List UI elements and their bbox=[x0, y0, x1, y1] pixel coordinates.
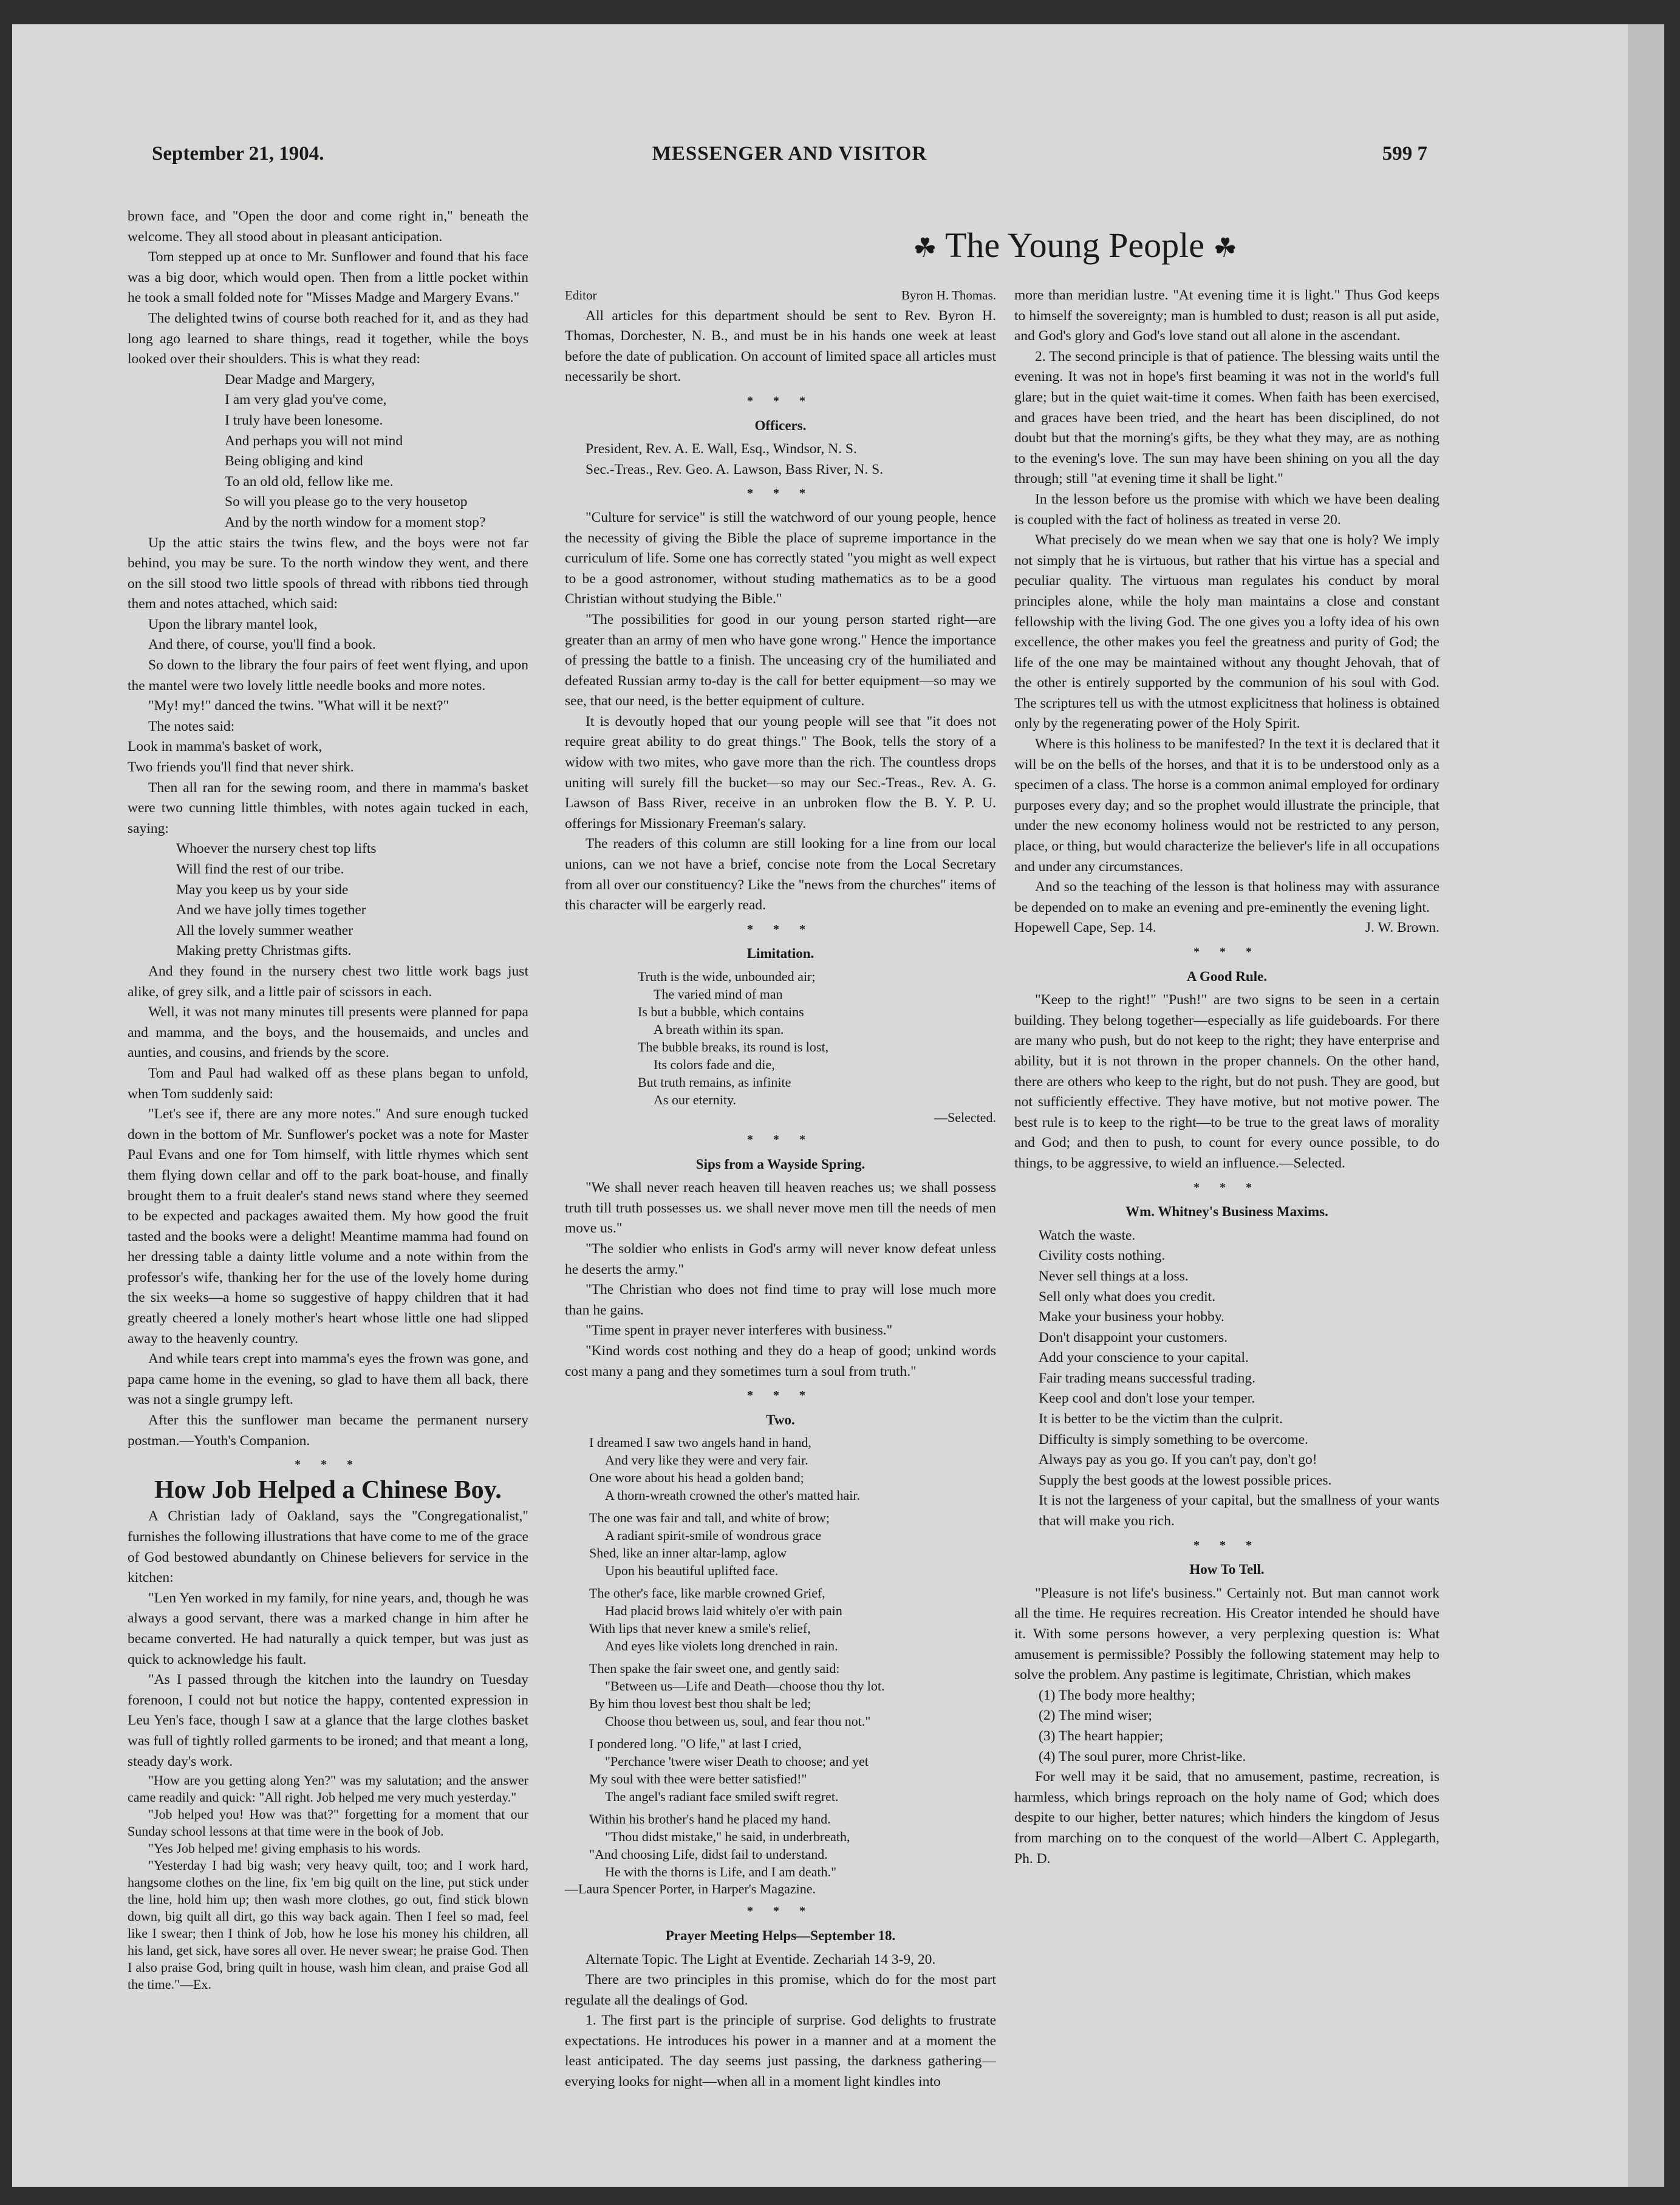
poem-line: As our eternity. bbox=[654, 1092, 737, 1107]
article-paragraph: 2. The second principle is that of patience. The blessing waits until the evening. It was not in hope's first beaming it was not in the world's full glare; but in the quiet wait-time it comes. When faith has been exercised, and graces have been tried, and the heart has been disciplined, do not doubt but that the morning's gifts, be they what they may, are as nothing to the evening's love. The sun may have been shining on you all the day through; still "at evening time it shall be light." bbox=[1014, 348, 1439, 487]
article-paragraph: "Job helped you! How was that?" forgetting for a moment that our Sunday school lessons at that time were in the book of Job. bbox=[128, 1807, 528, 1839]
editor-name: Byron H. Thomas. bbox=[901, 288, 996, 303]
criteria-list bbox=[1014, 1686, 1439, 1767]
rhyme-line: Being obliging and kind bbox=[225, 453, 363, 470]
article-title: How Job Helped a Chinese Boy. bbox=[154, 1475, 502, 1504]
poem-line: Shed, like an inner altar-lamp, aglow bbox=[589, 1545, 787, 1561]
article-paragraph: "Yes Job helped me! giving emphasis to his words. bbox=[148, 1841, 421, 1856]
page-number: 599 7 bbox=[1382, 143, 1427, 165]
section-heading bbox=[802, 225, 1348, 265]
rhyme-line: Upon the library mantel look, bbox=[148, 616, 318, 632]
maxim-item: Difficulty is simply something to be overcome. bbox=[1039, 1431, 1309, 1448]
poem-line: Then spake the fair sweet one, and gently said: bbox=[589, 1661, 840, 1677]
rhyme-line: May you keep us by your side bbox=[176, 881, 349, 898]
issue-date: September 21, 1904. bbox=[152, 143, 324, 165]
officers-heading: Officers. bbox=[754, 417, 807, 433]
article-paragraph: "We shall never reach heaven till heaven reaches us; we shall possess truth till truth possesses us. we shall never move men till the needs of men move us." bbox=[565, 1180, 996, 1237]
officer-line: President, Rev. A. E. Wall, Esq., Windsor, N. S. bbox=[586, 441, 857, 457]
rhyme-line: Will find the rest of our tribe. bbox=[176, 861, 344, 877]
story-paragraph: And while tears crept into mamma's eyes the frown was gone, and papa came home in the evening, so glad to have them all back, there was not a single grumpy left. bbox=[128, 1351, 528, 1408]
maxim-item: Keep cool and don't lose your temper. bbox=[1039, 1390, 1255, 1407]
signature-line bbox=[1014, 918, 1439, 938]
poem-line: But truth remains, as infinite bbox=[638, 1075, 791, 1090]
article-paragraph: Where is this holiness to be manifested? In the text it is declared that it will be on the bells of the horses, and that it is to be understood only as a specimen of a class. The horse is a common animal employed for ordinary purposes every day; and so the prophet would illustrate the principle, that under the new economy holiness would not be restricted to any person, place, or thing, but would characterize the believer's life in all occupations and under any circumstances. bbox=[1014, 736, 1439, 875]
poem-line: "Thou didst mistake," he said, in underbreath, bbox=[605, 1829, 850, 1845]
prayer-heading: Prayer Meeting Helps—September 18. bbox=[665, 1927, 896, 1943]
story-paragraph: After this the sunflower man became the permanent nursery postman.—Youth's Companion. bbox=[128, 1412, 528, 1449]
limitation-heading: Limitation. bbox=[746, 946, 814, 962]
story-paragraph: So down to the library the four pairs of feet went flying, and upon the mantel were two lovely little needle books and more notes. bbox=[128, 657, 528, 694]
story-paragraph: "My! my!" danced the twins. "What will it be next?" bbox=[148, 698, 449, 714]
story-paragraph: Tom and Paul had walked off as these plans began to unfold, when Tom suddenly said: bbox=[128, 1065, 528, 1102]
rhyme-line: So will you please go to the very housetop bbox=[225, 494, 468, 510]
editor-label: Editor bbox=[565, 288, 597, 303]
rhyme-line: And by the north window for a moment stop? bbox=[225, 514, 486, 530]
article-paragraph: "The soldier who enlists in God's army will never know defeat unless he deserts the army." bbox=[565, 1240, 996, 1277]
poem-line: With lips that never knew a smile's relief, bbox=[589, 1621, 811, 1636]
column-right bbox=[1014, 285, 1439, 1869]
article-paragraph: more than meridian lustre. "At evening time it is light." Thus God keeps to himself the sovereignty; man is humbled to dust; reason is all put aside, and God's glory and God's love stand out all alone in the ascendant. bbox=[1014, 287, 1439, 344]
article-paragraph: "As I passed through the kitchen into the laundry on Tuesday forenoon, I could not but notice the happy, contented expression in Leu Yen's face, though I saw at a glance that the large clothes basket was full of tightly rolled garments to be ironed; and that meant a long, steady day's work. bbox=[128, 1672, 528, 1769]
maxim-item: It is better to be the victim than the culprit. bbox=[1039, 1411, 1283, 1427]
editor-line bbox=[565, 285, 996, 306]
poem-line: Is but a bubble, which contains bbox=[638, 1004, 804, 1019]
poem-line: The one was fair and tall, and white of brow; bbox=[589, 1510, 830, 1526]
article-paragraph: "Yesterday I had big wash; very heavy quilt, too; and I work hard, hangsome clothes on the line, fix 'em big quilt on the line, put stick under the line, hold him up; then wash more clothes, go out, find stick blown down, big quilt all dirt, go this way back again. Then I feel so mad, feel like I swear; then I think of Job, how he lose his money his children, all his land, get sick, have sores all over. He never swear; he praise God. Then I also praise God, bring quilt in house, wash him clean, and praise God all the time."—Ex. bbox=[128, 1858, 528, 1992]
poem-line: Choose thou between us, soul, and fear thou not." bbox=[605, 1714, 871, 1729]
article-paragraph: For well may it be said, that no amusement, pastime, recreation, is harmless, which brings reproach on the holy name of God; which does despite to our higher, better natures; which hinders the kingdom of Jesus from marching on to the conquest of the world—Albert C. Applegarth, Ph. D. bbox=[1014, 1769, 1439, 1867]
poem-line: And very like they were and very fair. bbox=[605, 1452, 808, 1468]
good-rule-heading: A Good Rule. bbox=[1186, 968, 1268, 984]
rhyme-line: Look in mamma's basket of work, bbox=[128, 739, 323, 755]
maxim-item: Fair trading means successful trading. bbox=[1039, 1370, 1255, 1386]
poem-line: The angel's radiant face smiled swift regret. bbox=[605, 1789, 839, 1805]
how-to-tell-heading: How To Tell. bbox=[1189, 1562, 1265, 1578]
poem-line: I dreamed I saw two angels hand in hand, bbox=[589, 1435, 811, 1451]
article-paragraph: "Pleasure is not life's business." Certainly not. But man cannot work all the time. He requires recreation. His Creator intended he should have it. With some persons however, a very perplexing question is: What amusement is permissible? Possibly the following statement may help to solve the problem. Any pastime is legitimate, Christian, which makes bbox=[1014, 1585, 1439, 1683]
clover-left-icon: ☘ bbox=[913, 233, 937, 263]
article-paragraph: Alternate Topic. The Light at Eventide. Zechariah 14 3-9, 20. bbox=[586, 1951, 936, 1967]
note-rhyme bbox=[176, 839, 528, 962]
poem-line: By him thou lovest best thou shalt be led; bbox=[589, 1696, 811, 1712]
column-middle bbox=[565, 285, 996, 2093]
section-divider: * * * bbox=[1193, 1180, 1260, 1194]
poem-line: And eyes like violets long drenched in rain. bbox=[605, 1638, 838, 1654]
note-rhyme bbox=[225, 370, 528, 533]
poem-line: My soul with thee were better satisfied!" bbox=[589, 1771, 807, 1787]
article-paragraph: "Time spent in prayer never interferes with business." bbox=[586, 1322, 893, 1339]
two-poem bbox=[589, 1434, 996, 1881]
story-paragraph: Up the attic stairs the twins flew, and the boys were not far behind, you may be sure. To the north window they went, and there on the sill stood two little spools of thread with ribbons tied through them and notes attached, which said: bbox=[128, 535, 528, 612]
poem-line: The other's face, like marble crowned Grief, bbox=[589, 1585, 825, 1601]
rhyme-line: I am very glad you've come, bbox=[225, 392, 387, 408]
poem-credit: —Selected. bbox=[934, 1110, 996, 1125]
poem-line: "Between us—Life and Death—choose thou thy lot. bbox=[605, 1678, 885, 1694]
rhyme-line: Dear Madge and Margery, bbox=[225, 371, 375, 388]
stanza-break bbox=[589, 1504, 996, 1509]
article-paragraph: "The possibilities for good in our young person started right—are greater than an army of men who have gone wrong." Hence the importance of pressing the battle to a finish. The unceasing cry of the humiliated and defeated Russian army to-day is the call for better equipment—so may we see, that our need, is the better equipment of culture. bbox=[565, 611, 996, 709]
two-heading: Two. bbox=[766, 1412, 795, 1427]
poem-line: "Perchance 'twere wiser Death to choose; and yet bbox=[605, 1754, 869, 1769]
article-paragraph: "Keep to the right!" "Push!" are two signs to be seen in a certain building. They belong together—especially as life guideboards. For there are many who push, but do not keep to the right; they have enterprise and ability, but it is not thrown in the proper channels. On the other hand, there are others who keep to the right, but do not push. They are good, but not sufficiently effective. They have motive, but not motive power. The best rule is to keep to the right—to be true to the great laws of morality and God; and then to push, to count for every ounce possible, to do things, to be aggressive, to wield an influence.—Selected. bbox=[1014, 992, 1439, 1171]
story-paragraph: Then all ran for the sewing room, and there in mamma's basket were two cunning little thimbles, with notes again tucked in each, saying: bbox=[128, 779, 528, 836]
article-paragraph: It is devoutly hoped that our young people will see that "it does not require great ability to do great things." The Book, tells the story of a widow with two mites, who gave more than the rich. The countless drops uniting will surely fill the bucket—so may our Sec.-Treas., Rev. A. G. Lawson of Bass River, receive in an unbroken flow the B. Y. P. U. offerings for Missionary Freeman's salary. bbox=[565, 713, 996, 832]
article-paragraph: "Kind words cost nothing and they do a heap of good; unkind words cost many a pang and they sometimes turn a soul from truth." bbox=[565, 1342, 996, 1379]
poem-line: I pondered long. "O life," at last I cried, bbox=[589, 1736, 802, 1752]
maxim-item: It is not the largeness of your capital, but the smallness of your wants that will make you rich. bbox=[1039, 1492, 1439, 1530]
maxim-item: Civility costs nothing. bbox=[1039, 1248, 1166, 1264]
maxim-item: Watch the waste. bbox=[1039, 1227, 1136, 1243]
masthead-title: MESSENGER AND VISITOR bbox=[652, 143, 927, 165]
criteria-item: (4) The soul purer, more Christ-like. bbox=[1039, 1748, 1246, 1765]
article-paragraph: The readers of this column are still looking for a line from our local unions, can we not have a brief, concise note from the Local Secretary from all over our constituency? Like the "news from the churches" items of this character will be eargerly read. bbox=[565, 836, 996, 914]
story-paragraph: The delighted twins of course both reached for it, and as they had long ago learned to share things, read it together, while the boys looked over their shoulders. This is what they read: bbox=[128, 310, 528, 368]
poem-line: The bubble breaks, its round is lost, bbox=[638, 1039, 829, 1055]
poem-line: A breath within its span. bbox=[654, 1022, 784, 1037]
rhyme-line: Whoever the nursery chest top lifts bbox=[176, 841, 377, 857]
rhyme-line: I truly have been lonesome. bbox=[225, 412, 383, 428]
rhyme-line: All the lovely summer weather bbox=[176, 922, 353, 938]
poem-line: The varied mind of man bbox=[654, 986, 783, 1002]
criteria-item: (2) The mind wiser; bbox=[1039, 1708, 1152, 1724]
poem-line: A radiant spirit-smile of wondrous grace bbox=[605, 1528, 822, 1544]
section-divider: * * * bbox=[747, 394, 814, 408]
rhyme-line: Making pretty Christmas gifts. bbox=[176, 943, 352, 959]
maxim-item: Make your business your hobby. bbox=[1039, 1309, 1224, 1325]
poem-line: Its colors fade and die, bbox=[654, 1057, 775, 1072]
article-paragraph: 1. The first part is the principle of surprise. God delights to frustrate expectations. He introduces his power in a manner and at a moment the least anticipated. The day seems just passing, the darkness gathering—everying looks for night—when all in a moment light kindles into bbox=[565, 2012, 996, 2090]
column-left bbox=[128, 207, 528, 1993]
criteria-item: (3) The heart happier; bbox=[1039, 1728, 1164, 1744]
article-paragraph: There are two principles in this promise, which do for the most part regulate all the dealings of God. bbox=[565, 1972, 996, 2008]
section-divider: * * * bbox=[295, 1458, 361, 1472]
page-edge bbox=[1628, 24, 1664, 2187]
maxim-item: Don't disappoint your customers. bbox=[1039, 1329, 1228, 1345]
rhyme-line: And there, of course, you'll find a book. bbox=[148, 637, 376, 653]
stanza-break bbox=[589, 1805, 996, 1810]
poem-credit: —Laura Spencer Porter, in Harper's Magazine. bbox=[565, 1881, 816, 1897]
rhyme-line: And perhaps you will not mind bbox=[225, 432, 403, 449]
story-paragraph: And they found in the nursery chest two little work bags just alike, of grey silk, and a little pair of scissors in each. bbox=[128, 963, 528, 1000]
maxims-heading: Wm. Whitney's Business Maxims. bbox=[1125, 1204, 1328, 1220]
officer-line: Sec.-Treas., Rev. Geo. A. Lawson, Bass River, N. S. bbox=[586, 461, 884, 477]
story-paragraph: brown face, and "Open the door and come right in," beneath the welcome. They all stood about in pleasant anticipation. bbox=[128, 208, 528, 245]
section-divider: * * * bbox=[747, 1904, 814, 1918]
section-divider: * * * bbox=[747, 1133, 814, 1146]
story-paragraph: Well, it was not many minutes till presents were planned for papa and mamma, and the boys, and the housemaids, and uncles and aunties, and cousins, and friends by the score. bbox=[128, 1004, 528, 1061]
section-divider: * * * bbox=[1193, 1538, 1260, 1552]
poem-line: Within his brother's hand he placed my hand. bbox=[589, 1811, 831, 1827]
maxim-item: Add your conscience to your capital. bbox=[1039, 1350, 1249, 1366]
maxim-item: Supply the best goods at the lowest possible prices. bbox=[1039, 1472, 1332, 1488]
poem-line: Had placid brows laid whitely o'er with pain bbox=[605, 1603, 842, 1619]
article-paragraph: "How are you getting along Yen?" was my salutation; and the answer came readily and quick: "All right. Job helped me very much yesterday." bbox=[128, 1773, 528, 1805]
article-paragraph: What precisely do we mean when we say that one is holy? We imply not simply that he is virtuous, but rather that his virtue has a special and peculiar quality. The virtuous man regulates his conduct by moral principles alone, while the holy man maintains a close and constant fellowship with the living God. The one gives you a lofty idea of his own excellence, the other makes you feel the greatness and purity of God; the life of the one may be maintained without any thought Jehovah, that of the other is entirely supported by the communion of his soul with God. The scriptures tell us with the utmost explicitness that holiness is obtained only by the regenerating power of the Holy Spirit. bbox=[1014, 532, 1439, 732]
stanza-break bbox=[589, 1730, 996, 1735]
article-paragraph: "Len Yen worked in my family, for nine years, and, though he was always a good servant, there was a marked change in him after he became converted. He had naturally a quick temper, but was just as quick to acknowledge his fault. bbox=[128, 1590, 528, 1667]
poem-line: One wore about his head a golden band; bbox=[589, 1470, 804, 1486]
maxims-list bbox=[1014, 1226, 1439, 1532]
article-paragraph: A Christian lady of Oakland, says the "Congregationalist," furnishes the following illustrations that have come to me of the grace of God bestowed abundantly on Chinese believers for service in the kitchen: bbox=[128, 1508, 528, 1586]
author-signature: J. W. Brown. bbox=[1365, 920, 1439, 936]
article-paragraph: All articles for this department should be sent to Rev. Byron H. Thomas, Dorchester, N. B., and must be in his hands one week at least before the date of publication. On account of limited space all articles must necessarily be short. bbox=[565, 307, 996, 385]
section-divider: * * * bbox=[747, 1389, 814, 1403]
story-paragraph: Tom stepped up at once to Mr. Sunflower and found that his face was a big door, which would open. Then from a little pocket within he took a small folded note for "Misses Madge and Margery Evans." bbox=[128, 249, 528, 306]
rhyme-line: And we have jolly times together bbox=[176, 902, 366, 918]
section-title: The Young People bbox=[944, 225, 1204, 265]
article-paragraph: And so the teaching of the lesson is that holiness may with assurance be depended on to make an evening and pre-eminently the evening light. bbox=[1014, 879, 1439, 915]
story-paragraph: The notes said: bbox=[148, 718, 235, 734]
section-divider: * * * bbox=[747, 922, 814, 936]
page-header bbox=[152, 143, 1427, 185]
rhyme-line: Two friends you'll find that never shirk. bbox=[128, 759, 354, 776]
maxim-item: Sell only what does you credit. bbox=[1039, 1288, 1216, 1305]
rhyme-line: To an old old, fellow like me. bbox=[225, 473, 394, 490]
section-divider: * * * bbox=[1193, 945, 1260, 959]
story-paragraph: "Let's see if, there are any more notes." And sure enough tucked down in the bottom of Mr. Sunflower's pocket was a note for Master Paul Evans and one for Tom himself, with little rhymes which sent them flying down cellar and off to the park boat-house, and finally brought them to a fruit dealer's stand news stand where they seemed to be expected and packages awaited them. My how good the fruit tasted and the books were a delight! Meantime mamma had found on her dressing table a dainty little volume and a note within from the professor's wife, thanking her for the use of the lovely home during the six weeks—a home so suggestive of happy children that it had greatly cheered a lonely mother's heart whose little one had slipped away to the heavenly country. bbox=[128, 1106, 528, 1347]
limitation-poem bbox=[638, 968, 996, 1126]
sips-heading: Sips from a Wayside Spring. bbox=[695, 1156, 866, 1172]
section-divider: * * * bbox=[747, 487, 814, 501]
newspaper-page bbox=[12, 24, 1664, 2187]
poem-line: Upon his beautiful uplifted face. bbox=[605, 1563, 779, 1579]
article-paragraph: "Culture for service" is still the watchword of our young people, hence the necessity of giving the Bible the place of supreme importance in the curriculum of life. Some one has correctly stated "you might as well expect to be a good astronomer, without studing mathematics as to be a good Christian without studying the Bible." bbox=[565, 509, 996, 607]
poem-line: A thorn-wreath crowned the other's matted hair. bbox=[605, 1488, 860, 1503]
article-paragraph: In the lesson before us the promise with which we have been dealing is coupled with the fact of holiness as treated in verse 20. bbox=[1014, 491, 1439, 528]
maxim-item: Always pay as you go. If you can't pay, don't go! bbox=[1039, 1452, 1317, 1468]
poem-line: "And choosing Life, didst fail to understand. bbox=[589, 1847, 828, 1862]
clover-right-icon: ☘ bbox=[1213, 233, 1237, 263]
stanza-break bbox=[589, 1655, 996, 1660]
poem-line: Truth is the wide, unbounded air; bbox=[638, 969, 816, 984]
stanza-break bbox=[589, 1579, 996, 1584]
criteria-item: (1) The body more healthy; bbox=[1039, 1687, 1195, 1703]
maxim-item: Never sell things at a loss. bbox=[1039, 1268, 1189, 1284]
article-paragraph: "The Christian who does not find time to pray will lose much more than he gains. bbox=[565, 1282, 996, 1318]
poem-line: He with the thorns is Life, and I am death." bbox=[605, 1864, 837, 1880]
dateline: Hopewell Cape, Sep. 14. bbox=[1014, 920, 1156, 936]
